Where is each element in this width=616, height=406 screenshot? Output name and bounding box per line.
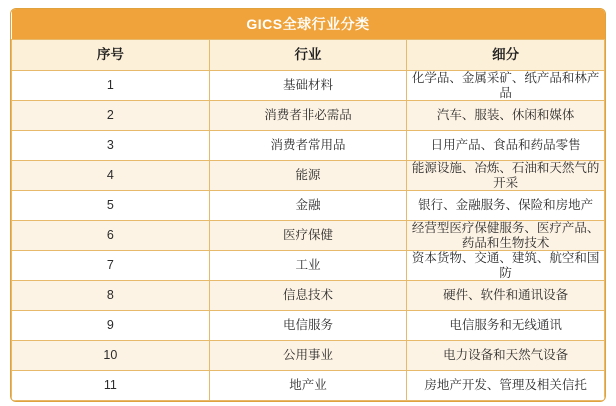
table-row xyxy=(12,251,605,281)
table-row xyxy=(12,71,605,101)
row-industry: 医疗保健 xyxy=(209,221,407,251)
gics-table-container xyxy=(10,8,606,402)
table-row xyxy=(12,131,605,161)
row-sub: 化学品、金属采矿、纸产品和林产品 xyxy=(407,71,605,101)
table-row xyxy=(12,161,605,191)
table-row xyxy=(12,101,605,131)
column-header-industry: 行业 xyxy=(209,40,407,71)
row-no: 4 xyxy=(12,161,210,191)
table-row xyxy=(12,311,605,341)
row-sub: 经营型医疗保健服务、医疗产品、药品和生物技术 xyxy=(407,221,605,251)
row-no: 8 xyxy=(12,281,210,311)
table-title: GICS全球行业分类 xyxy=(12,9,605,40)
row-sub: 能源设施、冶炼、石油和天然气的开采 xyxy=(407,161,605,191)
row-no: 5 xyxy=(12,191,210,221)
table-title-row xyxy=(12,9,605,40)
table-row xyxy=(12,221,605,251)
row-sub: 硬件、软件和通讯设备 xyxy=(407,281,605,311)
column-header-sub: 细分 xyxy=(407,40,605,71)
row-industry: 电信服务 xyxy=(209,311,407,341)
row-no: 6 xyxy=(12,221,210,251)
row-sub: 房地产开发、管理及相关信托 xyxy=(407,371,605,401)
table-row xyxy=(12,341,605,371)
row-no: 3 xyxy=(12,131,210,161)
row-sub: 资本货物、交通、建筑、航空和国防 xyxy=(407,251,605,281)
row-no: 9 xyxy=(12,311,210,341)
row-no: 10 xyxy=(12,341,210,371)
row-sub: 电信服务和无线通讯 xyxy=(407,311,605,341)
row-industry: 地产业 xyxy=(209,371,407,401)
row-sub: 日用产品、食品和药品零售 xyxy=(407,131,605,161)
gics-table xyxy=(11,9,605,401)
row-no: 2 xyxy=(12,101,210,131)
row-industry: 消费者常用品 xyxy=(209,131,407,161)
row-sub: 银行、金融服务、保险和房地产 xyxy=(407,191,605,221)
row-industry: 基础材料 xyxy=(209,71,407,101)
row-industry: 工业 xyxy=(209,251,407,281)
table-row xyxy=(12,371,605,401)
row-no: 7 xyxy=(12,251,210,281)
table-row xyxy=(12,281,605,311)
row-industry: 能源 xyxy=(209,161,407,191)
row-industry: 公用事业 xyxy=(209,341,407,371)
row-industry: 消费者非必需品 xyxy=(209,101,407,131)
row-sub: 汽车、服装、休闲和媒体 xyxy=(407,101,605,131)
row-no: 1 xyxy=(12,71,210,101)
table-row xyxy=(12,191,605,221)
row-industry: 信息技术 xyxy=(209,281,407,311)
row-no: 11 xyxy=(12,371,210,401)
table-header-row xyxy=(12,40,605,71)
row-sub: 电力设备和天然气设备 xyxy=(407,341,605,371)
column-header-no: 序号 xyxy=(12,40,210,71)
row-industry: 金融 xyxy=(209,191,407,221)
